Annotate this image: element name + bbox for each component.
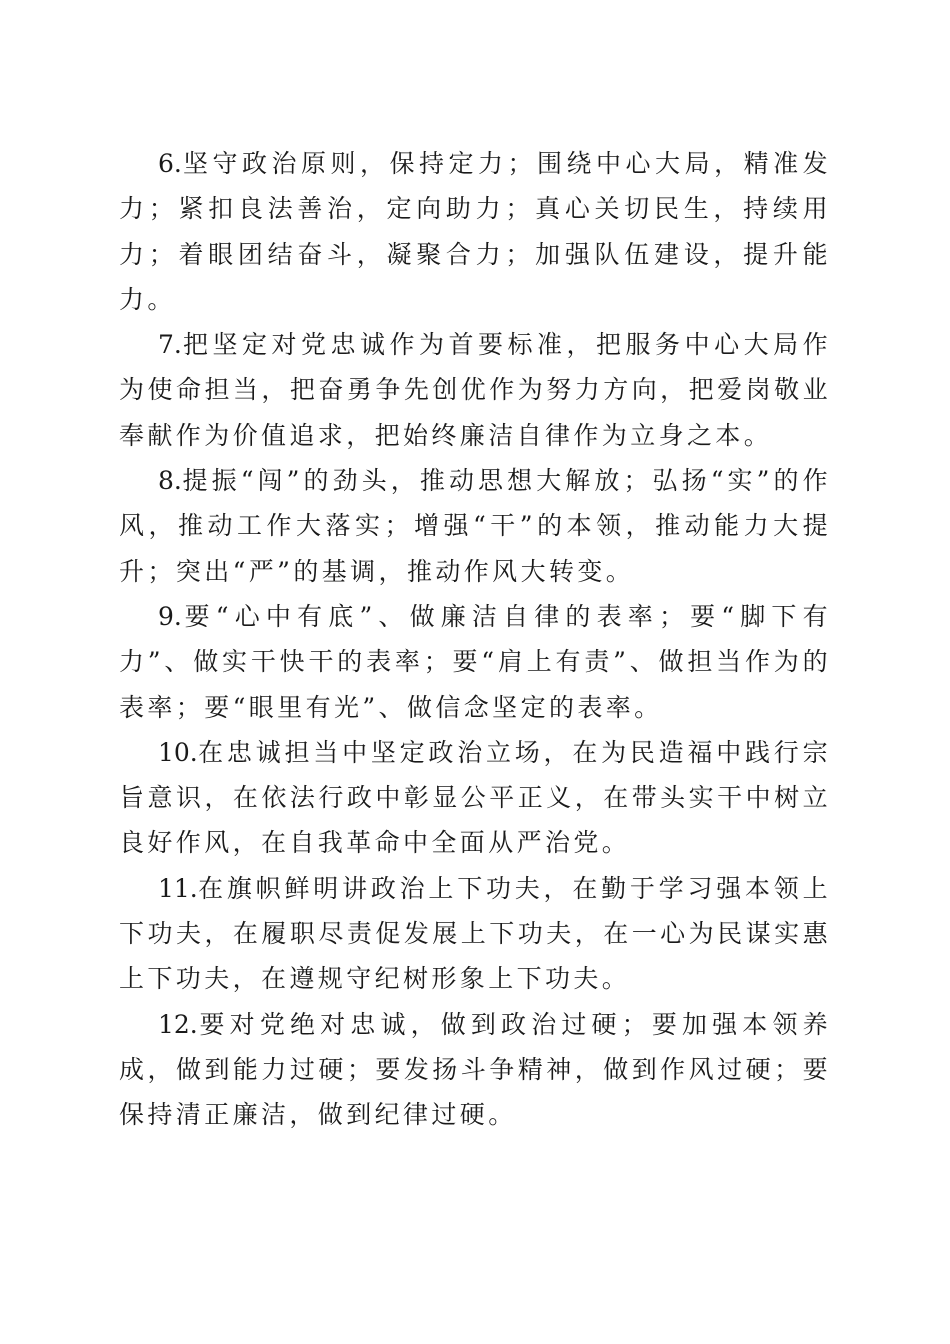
paragraph-12: [119, 1002, 831, 1138]
paragraph-text: 在旗帜鲜明讲政治上下功夫，在勤于学习强本领上下功夫，在履职尽责促发展上下功夫，在一心为民谋实惠上下功夫，在遵规守纪树形象上下功夫。: [119, 873, 831, 994]
paragraph-text: 要对党绝对忠诚，做到政治过硬；要加强本领养成，做到能力过硬；要发扬斗争精神，做到作风过硬；要保持清正廉洁，做到纪律过硬。: [119, 1009, 831, 1130]
paragraph-text: 把坚定对党忠诚作为首要标准，把服务中心大局作为使命担当，把奋勇争先创优作为努力方向，把爱岗敬业奉献作为价值追求，把始终廉洁自律作为立身之本。: [119, 330, 831, 450]
paragraph-text: 在忠诚担当中坚定政治立场，在为民造福中践行宗旨意识，在依法行政中彰显公平正义，在带头实干中树立良好作风，在自我革命中全面从严治党。: [119, 737, 831, 858]
paragraph-text: 坚守政治原则，保持定力；围绕中心大局，精准发力；紧扣良法善治，定向助力；真心关切民生，持续用力；着眼团结奋斗，凝聚合力；加强队伍建设，提升能力。: [119, 149, 831, 314]
paragraph-9: [119, 594, 831, 730]
paragraph-number: 9.: [158, 601, 182, 631]
paragraph-number: 6.: [158, 149, 182, 178]
document-body: [119, 141, 831, 1138]
paragraph-text: 要“心中有底”、做廉洁自律的表率；要“脚下有力”、做实干快干的表率；要“肩上有责”、做担当作为的表率；要“眼里有光”、做信念坚定的表率。: [119, 601, 831, 722]
paragraph-6: [119, 141, 831, 322]
paragraph-11: [119, 866, 831, 1002]
paragraph-number: 7.: [158, 330, 182, 360]
paragraph-number: 8.: [158, 466, 182, 496]
paragraph-number: 12.: [158, 1009, 198, 1039]
paragraph-text: 提振“闯”的劲头，推动思想大解放；弘扬“实”的作风，推动工作大落实；增强“干”的本领，推动能力大提升；突出“严”的基调，推动作风大转变。: [119, 466, 831, 586]
paragraph-8: [119, 458, 831, 594]
paragraph-number: 11.: [158, 873, 198, 903]
paragraph-7: [119, 322, 831, 458]
paragraph-number: 10.: [158, 737, 198, 767]
paragraph-10: [119, 730, 831, 866]
